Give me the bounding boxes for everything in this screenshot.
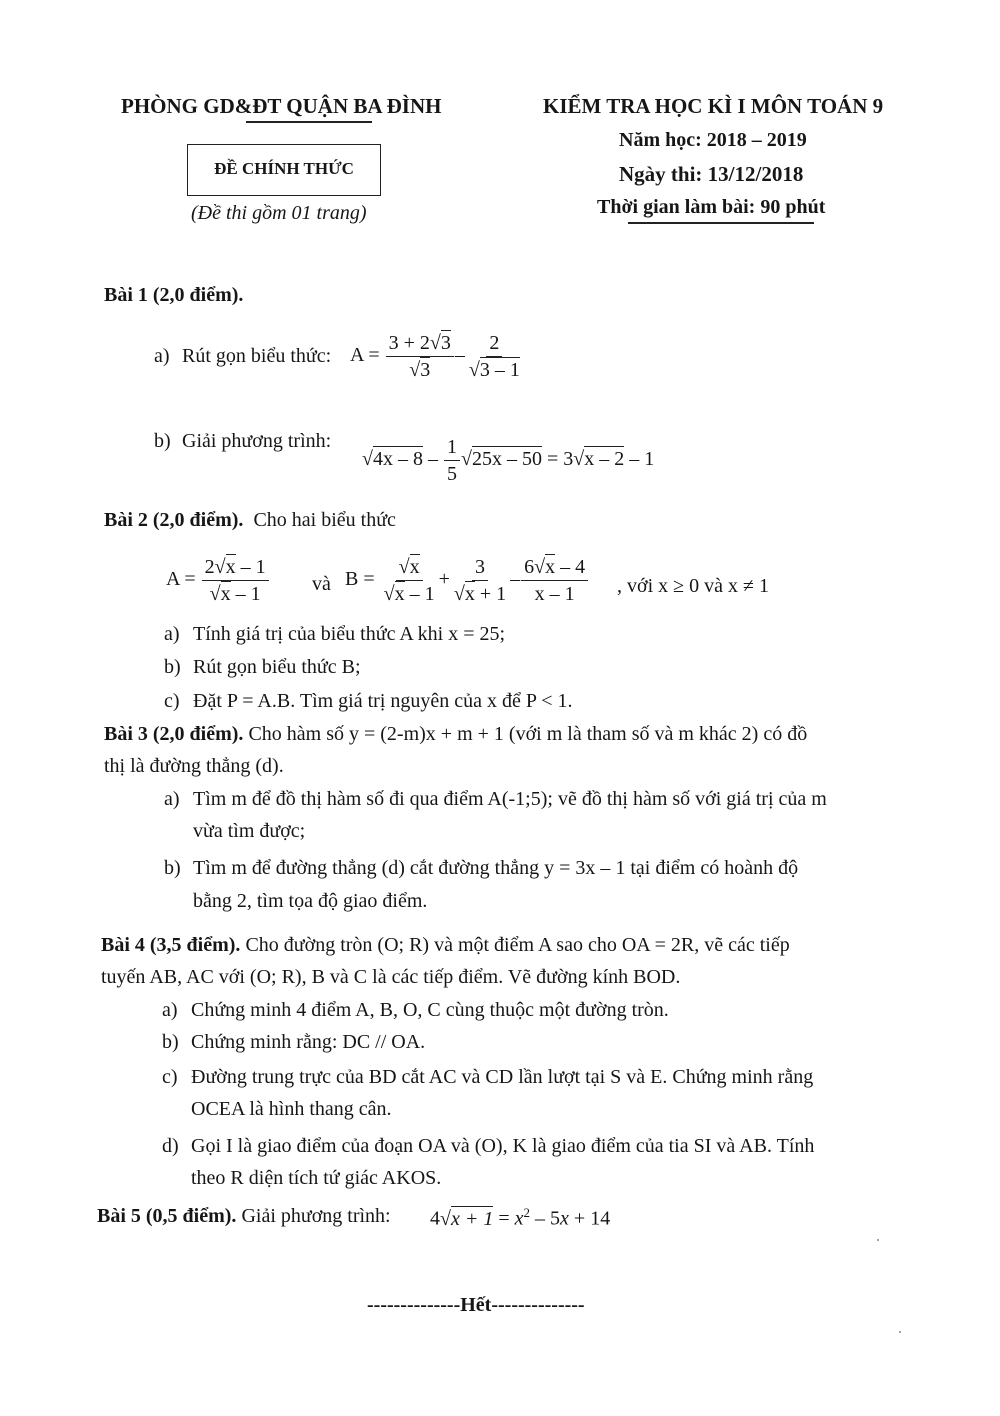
exam-date: Ngày thi: 13/12/2018: [619, 162, 804, 186]
bai3-b-text-2: bằng 2, tìm tọa độ giao điểm.: [193, 890, 428, 912]
pages-note: (Đề thi gồm 01 trang): [191, 202, 367, 224]
bai2-header-line: [104, 509, 396, 532]
bai2-b-text: Rút gọn biểu thức B;: [193, 656, 361, 678]
bai2-expr-b: B = √ x √ x – 1 + 3 √ x + 1 – $\frac{6√ x - 4}{x - 1}$: [345, 556, 589, 605]
bai4-b-label: b): [162, 1031, 179, 1053]
bai4-d-text-1: Gọi I là giao điểm của đoạn OA và (O), K là giao điểm của tia SI và AB. Tính: [191, 1135, 815, 1157]
bai1-a-text: Rút gọn biểu thức:: [182, 345, 332, 367]
bai3-intro-line-1: [104, 723, 807, 746]
bai4-c-label: c): [162, 1066, 178, 1088]
bai4-a-label: a): [162, 999, 178, 1021]
bai3-b-label: b): [164, 857, 181, 879]
bai2-c-text: Đặt P = A.B. Tìm giá trị nguyên của x để P < 1.: [193, 690, 573, 712]
exam-title: KIỂM TRA HỌC KÌ I MÔN TOÁN 9: [543, 94, 884, 118]
bai1-a-formula: A = 3 + 2√ 3 √ 3 – 2 √ 3 – 1: [350, 332, 524, 381]
bai2-expr-a: A = 2√ x – 1 √ x – 1: [166, 556, 270, 605]
bai4-d-text-2: theo R diện tích tứ giác AKOS.: [191, 1167, 442, 1189]
bai4-d-label: d): [162, 1135, 179, 1157]
bai1-b-text: Giải phương trình:: [182, 430, 332, 452]
bai4-intro-2: tuyến AB, AC với (O; R), B và C là các tiếp điểm. Vẽ đường kính BOD.: [101, 966, 681, 988]
bai4-intro-1: Cho đường tròn (O; R) và một điểm A sao cho OA = 2R, vẽ các tiếp: [245, 934, 790, 956]
scan-speck: [877, 1228, 879, 1246]
bai4-title: Bài 4 (3,5 điểm).: [101, 934, 241, 956]
bai5-title: Bài 5 (0,5 điểm).: [97, 1205, 237, 1227]
bai4-intro-line-1: [101, 934, 790, 957]
bai1-b-formula: √ 4x – 8 – $\frac{1}{5}$ √ 25x – 50 = 3√ x – 2 – 1: [362, 436, 654, 485]
school-year: Năm học: 2018 – 2019: [619, 129, 807, 151]
bai4-b-text: Chứng minh rằng: DC // OA.: [191, 1031, 426, 1053]
department-name: PHÒNG GD&ĐT QUẬN BA ĐÌNH: [121, 94, 442, 118]
bai3-a-text-2: vừa tìm được;: [193, 820, 306, 842]
bai3-intro-1: Cho hàm số y = (2-m)x + m + 1 (với m là tham số và m khác 2) có đồ: [248, 723, 808, 745]
bai2-a-text: Tính giá trị của biểu thức A khi x = 25;: [193, 623, 506, 645]
bai3-a-label: a): [164, 788, 180, 810]
bai1-a-label: a): [154, 345, 170, 367]
bai2-title: Bài 2 (2,0 điểm).: [104, 509, 244, 531]
scan-speck: [899, 1320, 901, 1338]
bai3-a-text-1: Tìm m để đồ thị hàm số đi qua điểm A(-1;5); vẽ đồ thị hàm số với giá trị của m: [193, 788, 827, 810]
bai5-formula: 4√ $x + 1 = x^2 - 5x + 14$: [430, 1205, 610, 1231]
bai4-a-text: Chứng minh 4 điểm A, B, O, C cùng thuộc một đường tròn.: [191, 999, 669, 1021]
bai5-line: [97, 1205, 391, 1228]
end-marker: --------------Hết--------------: [367, 1294, 585, 1316]
bai2-b-label: b): [164, 656, 181, 678]
bai2-intro: Cho hai biểu thức: [253, 509, 396, 531]
bai1-title: Bài 1 (2,0 điểm).: [104, 284, 244, 306]
header-underline-left: [246, 121, 372, 123]
bai4-c-text-1: Đường trung trực của BD cắt AC và CD lần lượt tại S và E. Chứng minh rằng: [191, 1066, 814, 1088]
bai3-intro-2: thị là đường thẳng (d).: [104, 755, 284, 777]
header-underline-right: [628, 222, 814, 224]
bai3-title: Bài 3 (2,0 điểm).: [104, 723, 244, 745]
bai2-va: và: [312, 573, 331, 595]
bai5-text: Giải phương trình:: [241, 1205, 391, 1227]
bai4-c-text-2: OCEA là hình thang cân.: [191, 1098, 392, 1120]
bai2-a-label: a): [164, 623, 180, 645]
bai2-condition: , với x ≥ 0 và x ≠ 1: [617, 575, 769, 597]
bai2-c-label: c): [164, 690, 180, 712]
exam-duration: Thời gian làm bài: 90 phút: [597, 196, 826, 218]
bai1-b-label: b): [154, 430, 171, 452]
bai3-b-text-1: Tìm m để đường thẳng (d) cắt đường thẳng y = 3x – 1 tại điểm có hoành độ: [193, 857, 799, 879]
official-label: ĐỀ CHÍNH THỨC: [214, 159, 354, 178]
